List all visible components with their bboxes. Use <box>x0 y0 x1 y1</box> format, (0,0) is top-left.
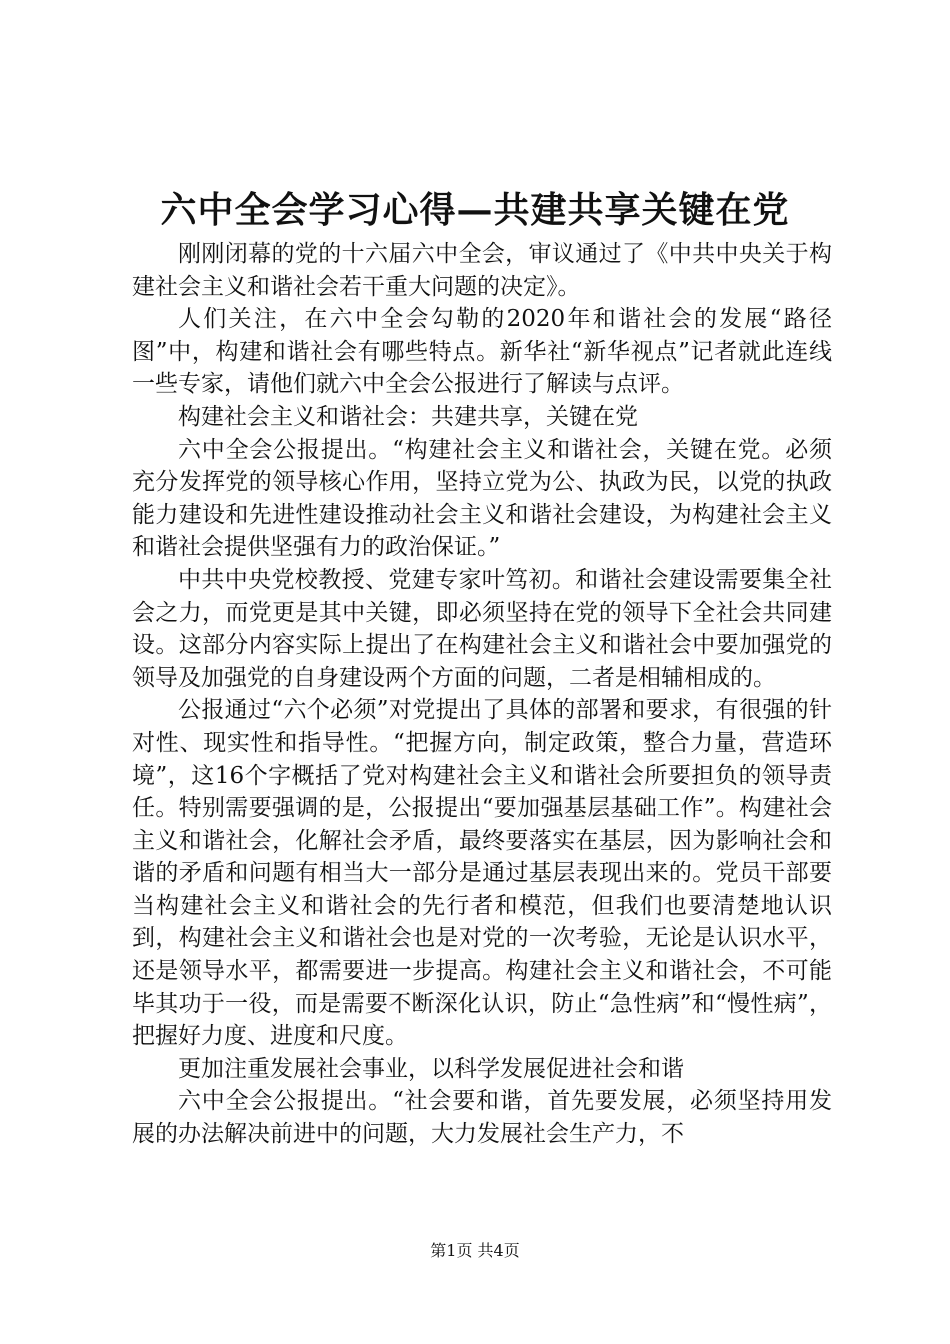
page-number: 第1页 共4页 <box>430 1241 520 1260</box>
document-body <box>132 238 832 1151</box>
paragraph-six-musts: 公报通过“六个必须”对党提出了具体的部署和要求，有很强的针对性、现实性和指导性。“把握方向，制定政策，整合力量，营造环境”，这16个字概括了党对构建社会主义和谐社会所要担负的领导责任。特别需要强调的是，公报提出“要加强基层基础工作”。构建社会主义和谐社会，化解社会矛盾，最终要落实在基层，因为影响社会和谐的矛盾和问题有相当大一部分是通过基层表现出来的。党员干部要当构建社会主义和谐社会的先行者和模范，但我们也要清楚地认识到，构建社会主义和谐社会也是对党的一次考验，无论是认识水平，还是领导水平，都需要进一步提高。构建社会主义和谐社会，不可能毕其功于一役，而是需要不断深化认识，防止“急性病”和“慢性病”，把握好力度、进度和尺度。 <box>132 697 832 1050</box>
section-heading-development: 更加注重发展社会事业，以科学发展促进社会和谐 <box>178 1055 684 1082</box>
paragraph-communique-development: 六中全会公报提出。“社会要和谐，首先要发展，必须坚持用发展的办法解决前进中的问题，大力发展社会生产力，不 <box>132 1088 832 1148</box>
page-title: 六中全会学习心得—共建共享关键在党 <box>160 189 790 231</box>
paragraph-expert-comment: 中共中央党校教授、党建专家叶笃初。和谐社会建设需要集全社会之力，而党更是其中关键，即必须坚持在党的领导下全社会共同建设。这部分内容实际上提出了在构建社会主义和谐社会中要加强党的领导及加强党的自身建设两个方面的问题，二者是相辅相成的。 <box>132 566 832 691</box>
paragraph-communique-party: 六中全会公报提出。“构建社会主义和谐社会，关键在党。必须充分发挥党的领导核心作用，坚持立党为公、执政为民，以党的执政能力建设和先进性建设推动社会主义和谐社会建设，为构建社会主义和谐社会提供坚强有力的政治保证。” <box>132 436 832 561</box>
section-heading-party: 构建社会主义和谐社会：共建共享，关键在党 <box>178 403 638 430</box>
paragraph-focus: 人们关注，在六中全会勾勒的2020年和谐社会的发展“路径图”中，构建和谐社会有哪些特点。新华社“新华视点”记者就此连线一些专家，请他们就六中全会公报进行了解读与点评。 <box>132 306 832 398</box>
paragraph-intro: 刚刚闭幕的党的十六届六中全会，审议通过了《中共中央关于构建社会主义和谐社会若干重大问题的决定》。 <box>132 241 832 300</box>
